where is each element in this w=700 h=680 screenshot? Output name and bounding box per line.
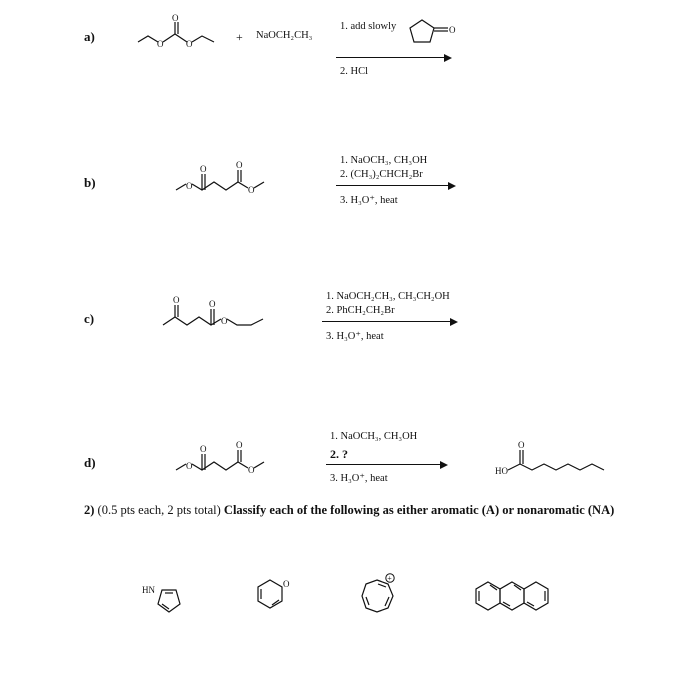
step-a-2: 2. HCl: [340, 66, 369, 77]
beta-ketoester-b-structure: [170, 160, 280, 205]
atom-o: O: [449, 25, 456, 35]
step-d-3: 3. H₃O⁺, heat: [330, 473, 388, 484]
label-c: c): [84, 311, 95, 326]
atom-o: O: [283, 579, 290, 589]
question-2-number: 2): [84, 503, 95, 517]
atom-o: O: [173, 295, 180, 305]
atom-o: O: [186, 461, 193, 471]
atom-o: O: [518, 440, 525, 450]
question-2: [84, 502, 624, 518]
carboxylic-acid-product-structure: [480, 434, 620, 484]
pyran-structure: [250, 572, 300, 617]
tropylium-cation-structure: [355, 570, 405, 620]
atom-o: O: [209, 299, 216, 309]
atom-o: O: [200, 164, 207, 174]
reagent-a: NaOCH₂CH₃: [256, 30, 313, 41]
atom-o: O: [236, 160, 243, 170]
step-d-2: 2. ?: [330, 447, 348, 461]
atom-o: O: [221, 316, 228, 326]
atom-o: O: [236, 440, 243, 450]
atom-hn: HN: [142, 585, 155, 595]
step-d-1: 1. NaOCH₃, CH₃OH: [330, 431, 418, 442]
beta-ketoester-d-structure: [170, 440, 280, 485]
step-c-2: 2. PhCH₂CH₂Br: [326, 305, 395, 316]
reaction-arrow-c: [322, 321, 456, 322]
step-a-1: 1. add slowly: [340, 21, 397, 32]
atom-o: O: [157, 39, 164, 49]
label-a: a): [84, 29, 95, 44]
reaction-arrow-a: [336, 57, 450, 58]
plus-charge: +: [387, 574, 392, 583]
cyclopentanone-structure: [400, 14, 470, 54]
anthracene-structure: [470, 574, 570, 619]
reaction-arrow-d: [326, 464, 446, 465]
atom-o: O: [172, 13, 179, 23]
atom-o: O: [186, 181, 193, 191]
pyrrole-structure: [140, 578, 190, 618]
label-d: d): [84, 455, 96, 470]
step-b-3: 3. H₃O⁺, heat: [340, 195, 398, 206]
diethyl-carbonate-structure: [130, 12, 230, 52]
question-2-text: Classify each of the following as either aromatic (A) or nonaromatic (NA): [223, 503, 615, 517]
atom-o: O: [186, 39, 193, 49]
step-b-2: 2. (CH₃)₂CHCH₂Br: [340, 169, 423, 180]
plus-sign: +: [236, 30, 243, 44]
reaction-arrow-b: [336, 185, 454, 186]
label-b: b): [84, 175, 96, 190]
atom-o: O: [248, 465, 255, 475]
atom-o: O: [200, 444, 207, 454]
ethyl-acetoacetate-structure: [155, 295, 275, 340]
step-c-1: 1. NaOCH₂CH₃, CH₃CH₂OH: [326, 291, 450, 302]
step-c-3: 3. H₃O⁺, heat: [326, 331, 384, 342]
atom-o: O: [248, 185, 255, 195]
step-b-1: 1. NaOCH₃, CH₃OH: [340, 155, 428, 166]
atom-ho: HO: [495, 466, 508, 476]
question-2-points: (0.5 pts each, 2 pts total): [97, 503, 221, 517]
